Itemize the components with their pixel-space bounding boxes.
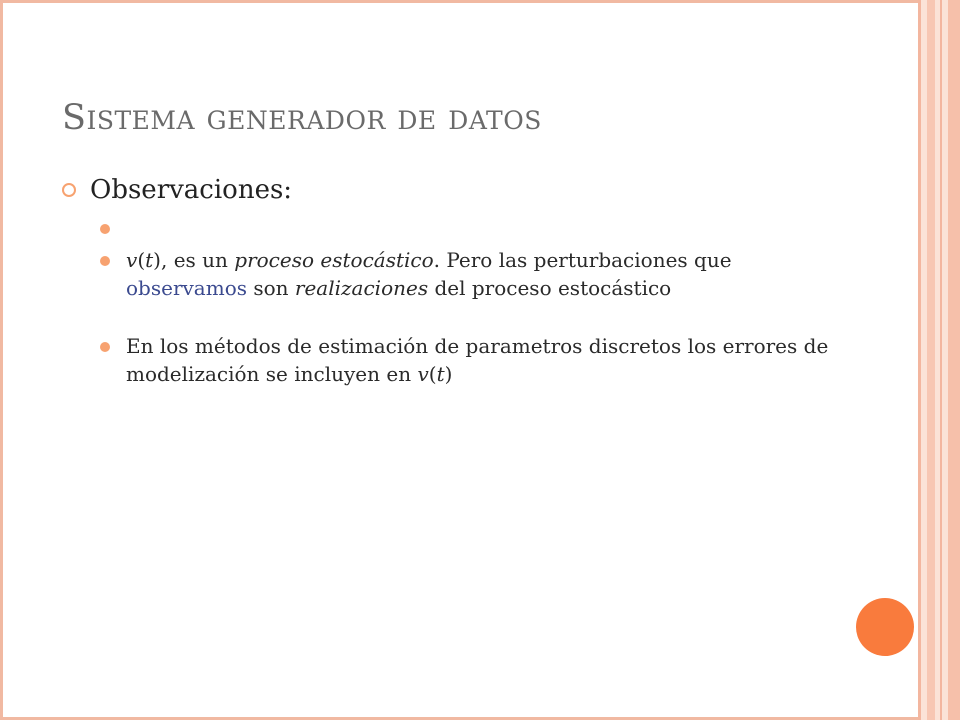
paren-close: )	[153, 248, 161, 272]
variable-v: v	[126, 248, 138, 272]
paren-open: (	[428, 362, 437, 386]
text-part: son	[247, 276, 295, 300]
accent-circle	[856, 598, 914, 656]
stripe	[940, 0, 942, 720]
stripe	[927, 0, 935, 720]
sub-bullet-stochastic	[98, 246, 852, 302]
text-part: , es un	[160, 248, 235, 272]
dot-bullet-icon	[100, 224, 110, 234]
observations-heading: Observaciones:	[90, 175, 293, 205]
ring-bullet-icon	[62, 183, 76, 197]
text-part: En los métodos de estimación de parametros discretos los errores de modelización se incluyen en	[126, 334, 829, 386]
stripe	[948, 0, 960, 720]
paren-open: (	[137, 248, 146, 272]
variable-t: t	[145, 248, 154, 272]
text-part: . Pero las perturbaciones que	[433, 248, 732, 272]
frame-left-border	[0, 0, 3, 720]
bullet-level1	[62, 170, 852, 210]
text-part: del proceso estocástico	[428, 276, 672, 300]
stripe	[918, 0, 921, 720]
slide-content	[62, 170, 852, 418]
variable-t: t	[436, 362, 445, 386]
emphasis-stochastic-process: proceso estocástico	[234, 248, 434, 272]
sub-bullet-list	[62, 218, 852, 388]
variable-v: v	[417, 362, 429, 386]
emphasis-realizations: realizaciones	[294, 276, 429, 300]
sub-bullet-empty	[98, 218, 852, 238]
dot-bullet-icon	[100, 342, 110, 352]
highlight-observamos: observamos	[126, 276, 247, 300]
decorative-stripes	[918, 0, 960, 720]
dot-bullet-icon	[100, 256, 110, 266]
sub-bullet-estimation	[98, 332, 852, 388]
slide-title: Sistema generador de datos	[62, 98, 542, 138]
paren-close: )	[444, 362, 453, 386]
frame-top-border	[0, 0, 920, 3]
